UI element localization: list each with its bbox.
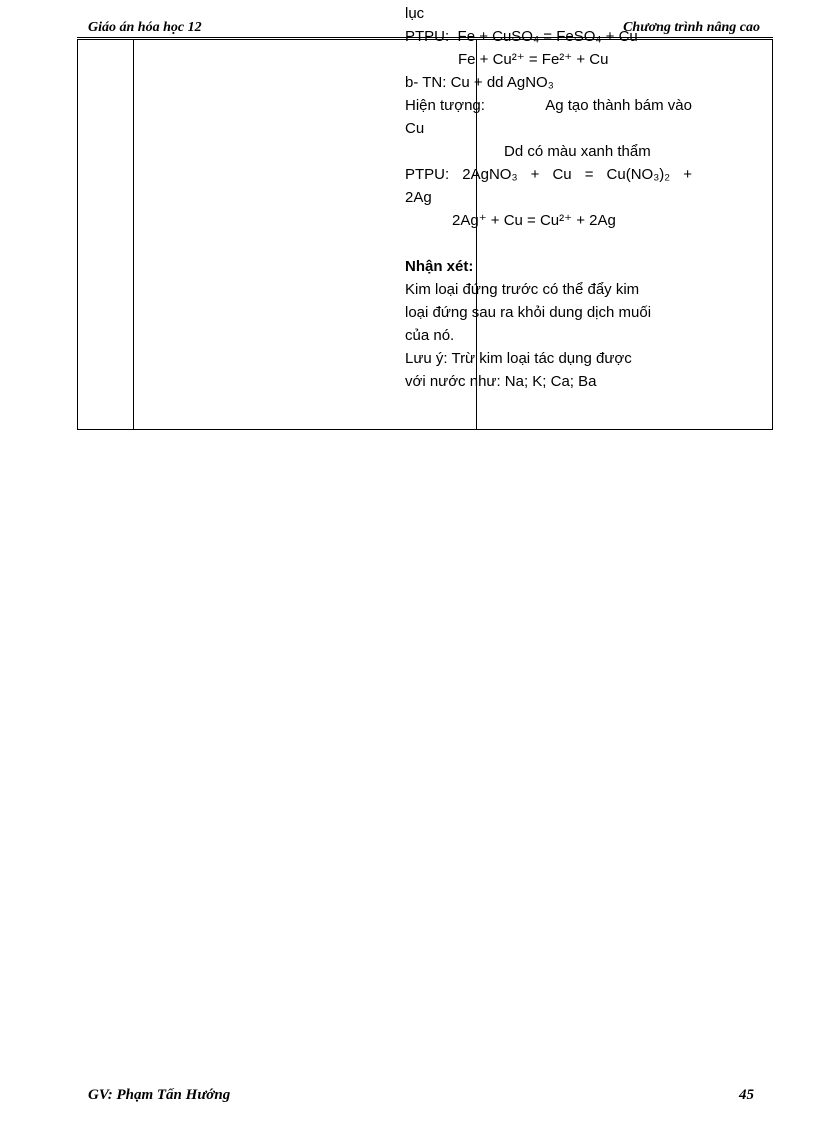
text-line: Dd có màu xanh thẩm xyxy=(504,143,651,160)
ionic-equation: 2Ag⁺ + Cu = Cu²⁺ + 2Ag xyxy=(452,212,616,229)
equation: Fe + CuSO₄ = FeSO₄ + Cu xyxy=(457,28,638,45)
text-line: Lưu ý: Trừ kim loại tác dụng được xyxy=(405,350,632,367)
equation-term: + xyxy=(683,166,692,183)
page-number: 45 xyxy=(739,1087,754,1103)
content-cell xyxy=(405,2,692,393)
header-left-title: Giáo án hóa học 12 xyxy=(88,20,202,35)
text-line: với nước như: Na; K; Ca; Ba xyxy=(405,373,597,390)
column-divider-1 xyxy=(133,39,134,429)
equation-term: 2AgNO₃ xyxy=(462,166,518,183)
text-line: loại đứng sau ra khỏi dung dịch muối xyxy=(405,304,652,321)
equation-term: = xyxy=(584,166,594,183)
experiment-line: b- TN: Cu + dd AgNO₃ xyxy=(405,74,554,91)
phenomenon-label: Hiện tượng: xyxy=(405,97,485,114)
equation-term: Cu(NO₃)₂ xyxy=(606,166,671,183)
spacer xyxy=(405,232,692,255)
text-line: Kim loại đứng trước có thể đẩy kim xyxy=(405,281,640,298)
ionic-equation: Fe + Cu²⁺ = Fe²⁺ + Cu xyxy=(458,51,609,68)
remark-heading: Nhận xét: xyxy=(405,258,474,275)
ptpu-label: PTPU: xyxy=(405,166,450,183)
ptpu-label: PTPU: xyxy=(405,28,450,45)
text-line: Cu xyxy=(405,120,425,137)
text-line: của nó. xyxy=(405,327,455,344)
text-line: lục xyxy=(405,5,425,22)
author: GV: Phạm Tấn Hướng xyxy=(88,1087,231,1103)
phenomenon-line xyxy=(405,94,692,117)
equation-line xyxy=(405,163,692,186)
equation-line xyxy=(405,25,692,48)
page-footer xyxy=(88,1087,754,1107)
phenomenon-text: Ag tạo thành bám vào xyxy=(545,97,692,114)
equation-term: Cu xyxy=(552,166,572,183)
text-line: 2Ag xyxy=(405,189,432,206)
header-right-title: Chương trình nâng cao xyxy=(623,20,760,35)
equation-term: + xyxy=(530,166,540,183)
